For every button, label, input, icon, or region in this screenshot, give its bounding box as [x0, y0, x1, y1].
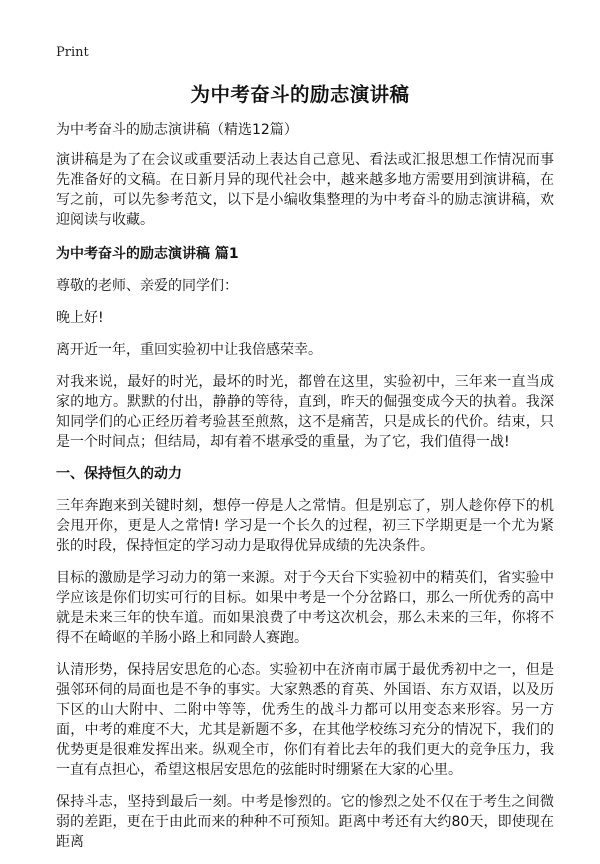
intro-paragraph: 演讲稿是为了在会议或重要活动上表达自己意见、看法或汇报思想工作情况而事先准备好的文稿。在日新月异的现代社会中，越来越多地方需要用到演讲稿，在写之前，可以先参考范文，以下是小编收集整理的为中考奋斗的励志演讲稿，欢迎阅读与收藏。	[56, 152, 554, 228]
body-paragraph: 离开近一年，重回实验初中让我倍感荣幸。	[56, 342, 322, 358]
print-link[interactable]: Print	[56, 45, 89, 60]
body-paragraph: 保持斗志，坚持到最后一刻。中考是惨烈的。它的惨烈之处不仅在于考生之间微弱的差距，更在于由此而来的种种不可预知。距离中考还有大约80天，即使现在距离	[56, 794, 554, 850]
body-paragraph: 目标的激励是学习动力的第一来源。对于今天台下实验初中的精英们，省实验中学应该是你们切实可行的目标。如果中考是一个分岔路口，那么一所优秀的高中就是未来三年的快车道。而如果浪费了中考这次机会，那么未来的三年，你将不得不在崎岖的羊肠小路上和同龄人赛跑。	[56, 570, 554, 646]
body-paragraph: 认清形势，保持居安思危的心态。实验初中在济南市属于最优秀初中之一，但是强邻环伺的局面也是不争的事实。大家熟悉的育英、外国语、东方双语，以及历下区的山大附中、二附中等等，优秀生的战斗力都可以用变态来形容。另一方面，中考的难度不大，尤其是新题不多，在其他学校练习充分的情况下，我们的优势更是很难发挥出来。纵观全市，你们有着比去年的我们更大的竞争压力，我一直有点担心，希望这根居安思危的弦能时时绷紧在大家的心里。	[56, 662, 554, 778]
salutation-paragraph: 尊敬的老师、亲爱的同学们：	[56, 278, 238, 294]
subheading-motivation: 一、保持恒久的动力	[56, 466, 182, 482]
document-title: 为中考奋斗的励志演讲稿	[190, 83, 410, 106]
document-body	[56, 120, 554, 864]
greeting-paragraph: 晚上好!	[56, 310, 104, 326]
document-subtitle: 为中考奋斗的励志演讲稿（精选12篇）	[56, 122, 298, 138]
section-title: 为中考奋斗的励志演讲稿 篇1	[56, 246, 239, 262]
body-paragraph: 对我来说，最好的时光，最坏的时光，都曾在这里，实验初中，三年来一直当成家的地方。默默的付出，静静的等待，直到，昨天的倔强变成今天的执着。我深知同学们的心正经历着考验甚至煎熬，这不是痛苦，只是成长的代价。结束，只是一个时间点；但结局，却有着不堪承受的重量，为了它，我们值得一战!	[56, 374, 554, 450]
body-paragraph: 三年奔跑来到关键时刻，想停一停是人之常情。但是别忘了，别人趁你停下的机会甩开你，更是人之常情! 学习是一个长久的过程，初三下学期更是一个尤为紧张的时段，保持恒定的学习动力是取得优异成绩的先决条件。	[56, 498, 554, 554]
